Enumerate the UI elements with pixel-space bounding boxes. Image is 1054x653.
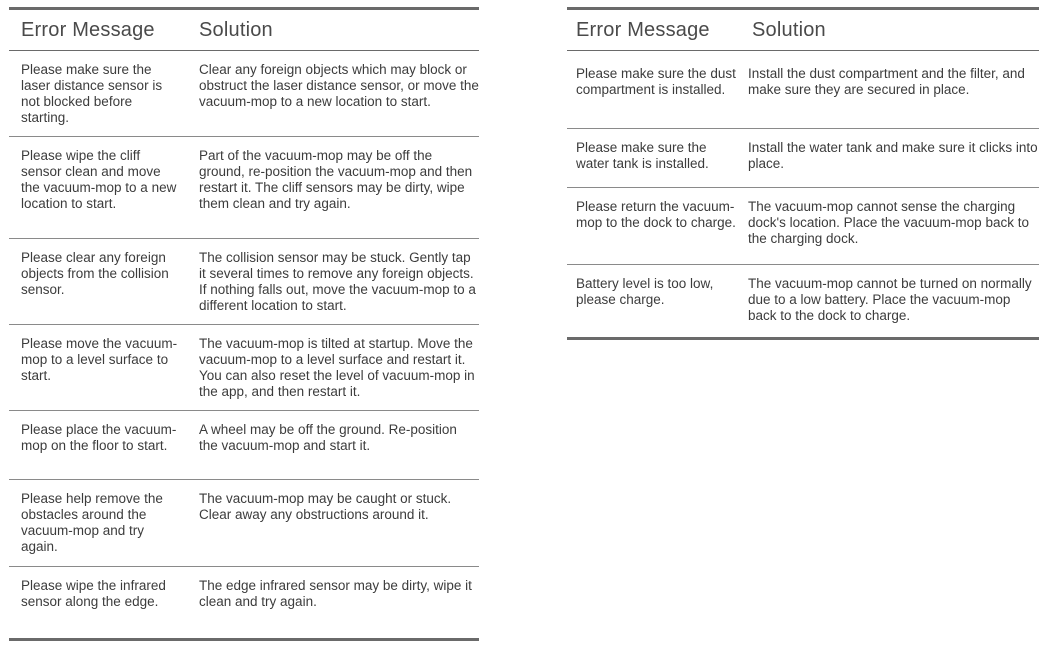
solution-cell: The vacuum-mop may be caught or stuck. Clear away any obstructions around it. bbox=[199, 491, 452, 522]
solution-cell: The vacuum-mop cannot sense the charging dock's location. Place the vacuum-mop back to the charging dock. bbox=[748, 199, 1029, 246]
table-row bbox=[9, 239, 479, 325]
error-table-left bbox=[9, 7, 479, 641]
table-row bbox=[567, 129, 1039, 188]
solution-cell: Part of the vacuum-mop may be off the ground, re-position the vacuum-mop and then restart it. The cliff sensors may be dirty, wipe them clean and try again. bbox=[199, 148, 473, 211]
table-row bbox=[9, 137, 479, 239]
table-row bbox=[9, 51, 479, 137]
error-message-cell: Please make sure the dust compartment is installed. bbox=[576, 66, 736, 97]
table-row bbox=[567, 265, 1039, 337]
error-message-cell: Please help remove the obstacles around the vacuum-mop and try again. bbox=[21, 491, 163, 554]
solution-cell: Clear any foreign objects which may block or obstruct the laser distance sensor, or move the vacuum-mop to a new location to start. bbox=[199, 62, 479, 109]
error-message-cell: Please wipe the cliff sensor clean and move the vacuum-mop to a new location to start. bbox=[21, 148, 177, 211]
error-table-right bbox=[567, 7, 1039, 340]
table-row bbox=[9, 411, 479, 480]
table-header bbox=[9, 10, 479, 51]
error-message-cell: Battery level is too low, please charge. bbox=[576, 276, 714, 307]
header-error-message: Error Message bbox=[21, 19, 155, 41]
header-solution: Solution bbox=[752, 19, 826, 41]
solution-cell: The collision sensor may be stuck. Gently tap it several times to remove any foreign objects. If nothing falls out, move the vacuum-mop to a different location to start. bbox=[199, 250, 476, 313]
table-row bbox=[567, 51, 1039, 129]
error-message-cell: Please return the vacuum-mop to the dock to charge. bbox=[576, 199, 736, 230]
table-row bbox=[567, 188, 1039, 265]
error-message-cell: Please make sure the laser distance sensor is not blocked before starting. bbox=[21, 62, 163, 125]
table-header bbox=[567, 10, 1039, 51]
error-message-cell: Please wipe the infrared sensor along the edge. bbox=[21, 578, 166, 609]
table-row bbox=[9, 480, 479, 567]
header-solution: Solution bbox=[199, 19, 273, 41]
table-row bbox=[9, 567, 479, 638]
solution-cell: The vacuum-mop is tilted at startup. Move the vacuum-mop to a level surface and restart it. You can also reset the level of vacuum-mop in the app, and then restart it. bbox=[199, 336, 475, 399]
solution-cell: Install the dust compartment and the filter, and make sure they are secured in place. bbox=[748, 66, 1025, 97]
solution-cell: The edge infrared sensor may be dirty, wipe it clean and try again. bbox=[199, 578, 472, 609]
error-message-cell: Please place the vacuum-mop on the floor to start. bbox=[21, 422, 177, 453]
error-message-cell: Please clear any foreign objects from the collision sensor. bbox=[21, 250, 169, 297]
header-error-message: Error Message bbox=[576, 19, 710, 41]
error-message-cell: Please move the vacuum-mop to a level surface to start. bbox=[21, 336, 178, 383]
solution-cell: A wheel may be off the ground. Re-position the vacuum-mop and start it. bbox=[199, 422, 457, 453]
solution-cell: Install the water tank and make sure it clicks into place. bbox=[748, 140, 1038, 171]
table-row bbox=[9, 325, 479, 411]
solution-cell: The vacuum-mop cannot be turned on normally due to a low battery. Place the vacuum-mop back to the dock to charge. bbox=[748, 276, 1032, 323]
error-message-cell: Please make sure the water tank is installed. bbox=[576, 140, 709, 171]
